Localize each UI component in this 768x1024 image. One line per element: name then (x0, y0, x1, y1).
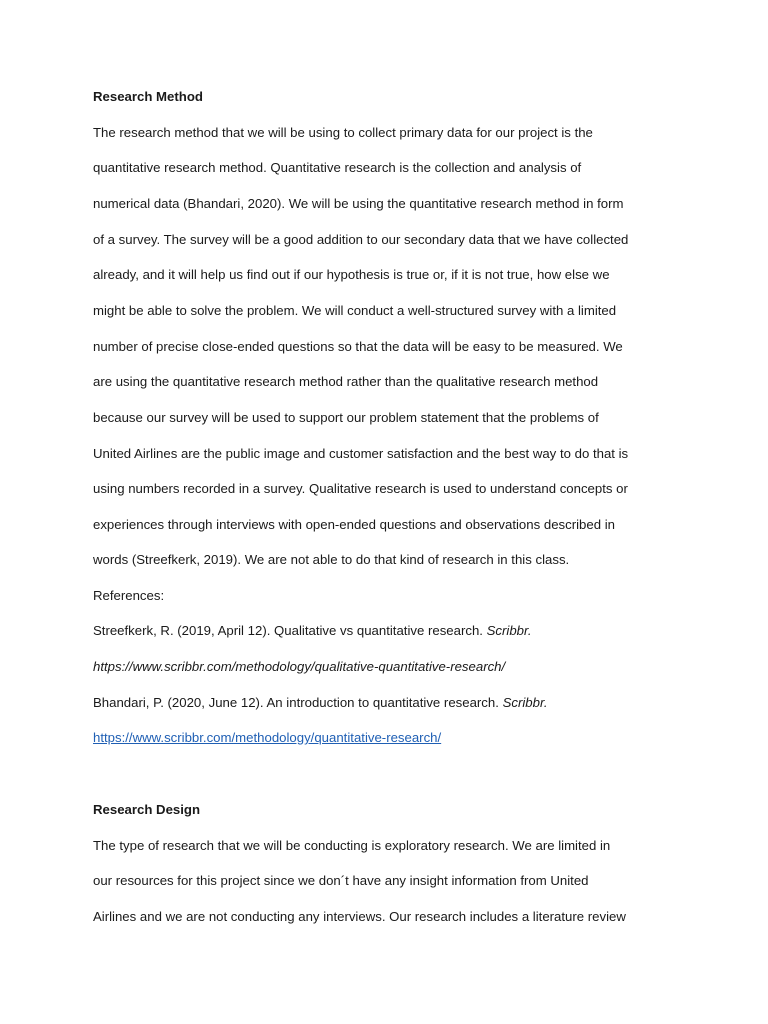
reference-2-url-line (93, 729, 441, 747)
paragraph-line: of a survey. The survey will be a good addition to our secondary data that we have collected (93, 232, 629, 247)
paragraph-line: Airlines and we are not conducting any interviews. Our research includes a literature review (93, 909, 626, 924)
paragraph-line: already, and it will help us find out if our hypothesis is true or, if it is not true, how else we (93, 267, 610, 282)
reference-1-url: https://www.scribbr.com/methodology/qualitative-quantitative-research/ (93, 659, 506, 674)
reference-2-link[interactable]: https://www.scribbr.com/methodology/quantitative-research/ (93, 730, 442, 745)
paragraph-line: our resources for this project since we don´t have any insight information from United (93, 873, 589, 888)
paragraph-line: The research method that we will be using to collect primary data for our project is the (93, 125, 593, 140)
paragraph-line: United Airlines are the public image and customer satisfaction and the best way to do that is (93, 446, 629, 461)
paragraph-line: are using the quantitative research method rather than the qualitative research method (93, 374, 599, 389)
paragraph-line: number of precise close-ended questions so that the data will be easy to be measured. We (93, 339, 623, 354)
paragraph-line: quantitative research method. Quantitative research is the collection and analysis of (93, 160, 582, 175)
reference-2 (93, 694, 548, 712)
reference-1-source: Scribbr. (486, 623, 532, 638)
paragraph-line: numerical data (Bhandari, 2020). We will be using the quantitative research method in form (93, 196, 624, 211)
reference-1-text: Streefkerk, R. (2019, April 12). Qualitative vs quantitative research. (93, 623, 487, 638)
paragraph-line: because our survey will be used to support our problem statement that the problems of (93, 410, 599, 425)
paragraph-line: using numbers recorded in a survey. Qualitative research is used to understand concepts or (93, 481, 628, 496)
research-design-heading: Research Design (93, 802, 201, 817)
paragraph-line: words (Streefkerk, 2019). We are not able to do that kind of research in this class. (93, 552, 570, 567)
reference-1 (93, 622, 532, 640)
paragraph-line: experiences through interviews with open-ended questions and observations described in (93, 517, 615, 532)
references-heading: References: (93, 588, 165, 603)
research-method-heading: Research Method (93, 89, 203, 104)
reference-2-text: Bhandari, P. (2020, June 12). An introduction to quantitative research. (93, 695, 503, 710)
reference-2-source: Scribbr. (502, 695, 548, 710)
paragraph-line: The type of research that we will be conducting is exploratory research. We are limited in (93, 838, 611, 853)
paragraph-line: might be able to solve the problem. We will conduct a well-structured survey with a limited (93, 303, 617, 318)
